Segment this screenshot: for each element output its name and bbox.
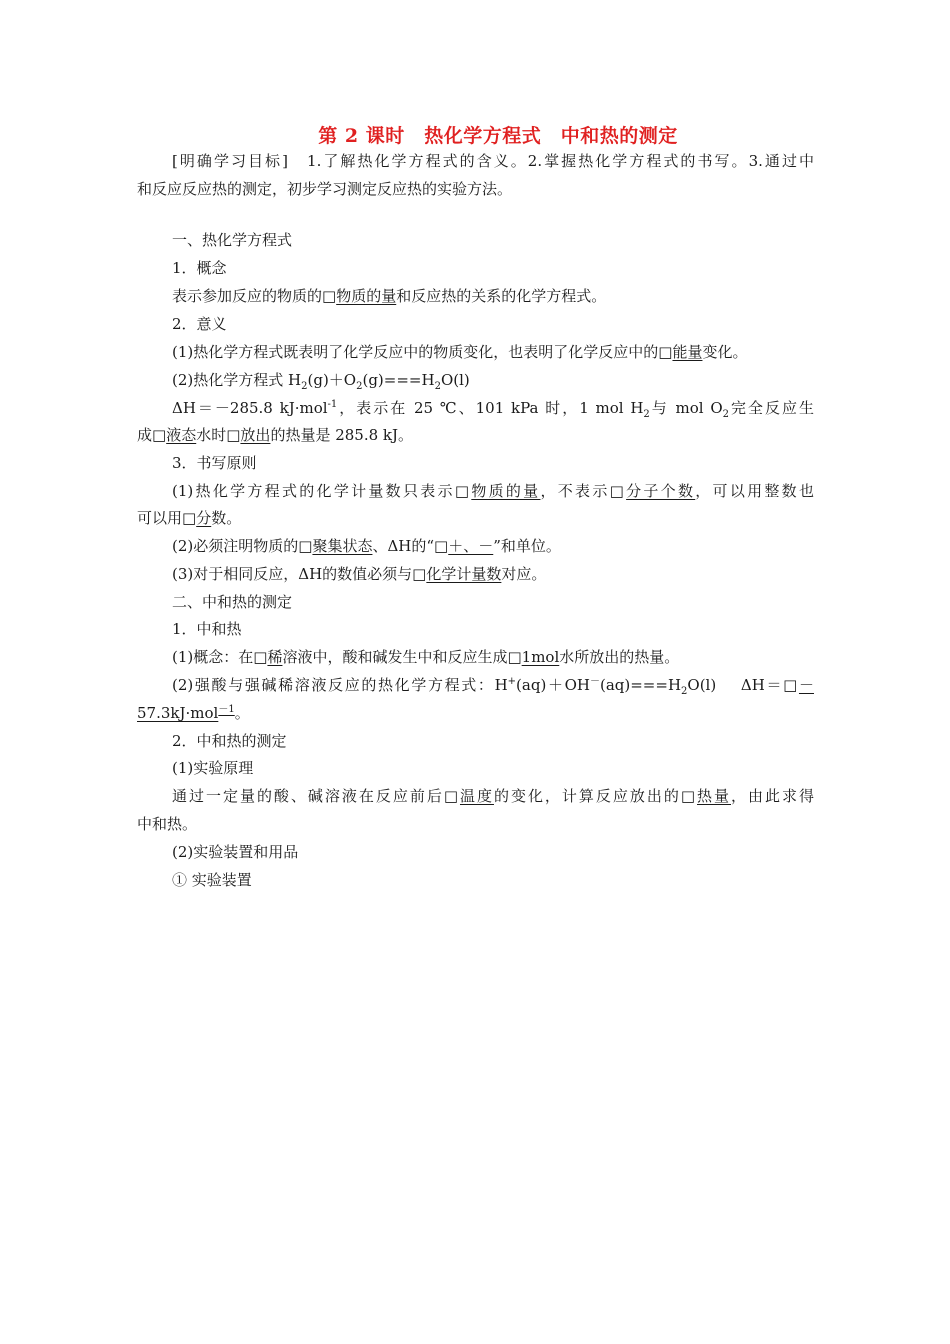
principle-heading: (1)实验原理: [172, 759, 254, 777]
meaning-line-3: ΔH＝－285.8 kJ·mol$^{-1}$，表示在 25 ℃、101 kPa 时，1 mol $H_2$与 mol $O_2$完全反应生: [172, 399, 814, 420]
answer-text: 能量: [672, 343, 703, 361]
answer-box-icon: □: [680, 787, 698, 805]
rule-3: (3)对于相同反应，ΔH的数值必须与□化学计量数对应。: [172, 565, 547, 583]
answer-text: ＋、－: [448, 537, 494, 555]
answer-text: 放出: [240, 426, 271, 444]
neutralization-equation-cont: 57.3kJ·mol$^{-1}$。: [137, 704, 250, 722]
page-title: 第 2 课时 热化学方程式 中和热的测定: [318, 125, 678, 147]
answer-box-icon: □: [454, 482, 472, 500]
answer-box-icon: □: [298, 537, 313, 555]
answer-box-icon: □: [434, 537, 449, 555]
answer-text: 物质的量: [336, 287, 397, 305]
answer-text: 液态: [166, 426, 197, 444]
rule-1-line-2: 可以用□分数。: [137, 509, 242, 527]
concept-line: 表示参加反应的物质的□物质的量和反应热的关系的化学方程式。: [172, 287, 607, 305]
answer-text: 分: [196, 509, 212, 527]
answer-box-icon: □: [253, 648, 268, 666]
apparatus-sub: ① 实验装置: [172, 871, 252, 889]
meaning-line-4: 成□液态水时□放出的热量是 285.8 kJ。: [137, 426, 414, 444]
principle-line-2: 中和热。: [137, 815, 198, 833]
objectives-line-1: [明确学习目标] 1.了解热化学方程式的含义。2.掌握热化学方程式的书写。3.通过中: [172, 152, 814, 170]
answer-box-icon: □: [609, 482, 627, 500]
answer-text: 物质的量: [471, 482, 541, 500]
section-1-sub-1: 1．概念: [172, 259, 227, 277]
answer-box-icon: □: [507, 648, 522, 666]
answer-box-icon: □: [152, 426, 167, 444]
rule-1-line-1: (1)热化学方程式的化学计量数只表示□物质的量，不表示□分子个数，可以用整数也: [172, 482, 814, 500]
answer-box-icon: □: [443, 787, 460, 805]
section-2-sub-1: 1．中和热: [172, 620, 242, 638]
answer-text: －: [798, 676, 814, 694]
meaning-line-1: (1)热化学方程式既表明了化学反应中的物质变化，也表明了化学反应中的□能量变化。: [172, 343, 748, 361]
meaning-line-2: (2)热化学方程式 $H_2(g)+O_2(g)===H_2O(l)$: [172, 371, 470, 392]
answer-box-icon: □: [783, 676, 799, 694]
answer-text: 分子个数: [626, 482, 696, 500]
objectives-label: [明确学习目标]: [172, 152, 288, 170]
answer-box-icon: □: [658, 343, 673, 361]
answer-text: 稀: [267, 648, 283, 666]
answer-text: 温度: [459, 787, 494, 805]
section-1-sub-2: 2．意义: [172, 315, 227, 333]
apparatus-heading: (2)实验装置和用品: [172, 843, 299, 861]
section-2-heading: 二、中和热的测定: [172, 593, 293, 611]
rule-2: (2)必须注明物质的□聚集状态、ΔH的“□＋、－”和单位。: [172, 537, 561, 555]
answer-box-icon: □: [226, 426, 241, 444]
neutralization-concept: (1)概念：在□稀溶液中，酸和碱发生中和反应生成□1mol水所放出的热量。: [172, 648, 680, 666]
section-1-sub-3: 3．书写原则: [172, 454, 257, 472]
principle-line-1: 通过一定量的酸、碱溶液在反应前后□温度的变化，计算反应放出的□热量，由此求得: [172, 787, 814, 805]
answer-text: 聚集状态: [312, 537, 373, 555]
section-1-heading: 一、热化学方程式: [172, 231, 293, 249]
answer-box-icon: □: [412, 565, 427, 583]
answer-box-icon: □: [322, 287, 337, 305]
answer-text: 1mol: [521, 648, 560, 666]
answer-text: 热量: [697, 787, 731, 805]
neutralization-equation: (2)强酸与强碱稀溶液反应的热化学方程式：$H^+(aq)+OH^-(aq)===H_2O(l)$ ΔH＝□－: [172, 676, 814, 697]
section-2-sub-2: 2．中和热的测定: [172, 732, 287, 750]
objectives-line-2: 和反应反应热的测定，初步学习测定反应热的实验方法。: [137, 180, 513, 198]
answer-text: 57.3kJ·mol: [137, 704, 219, 722]
answer-text: 化学计量数: [426, 565, 502, 583]
answer-box-icon: □: [182, 509, 197, 527]
